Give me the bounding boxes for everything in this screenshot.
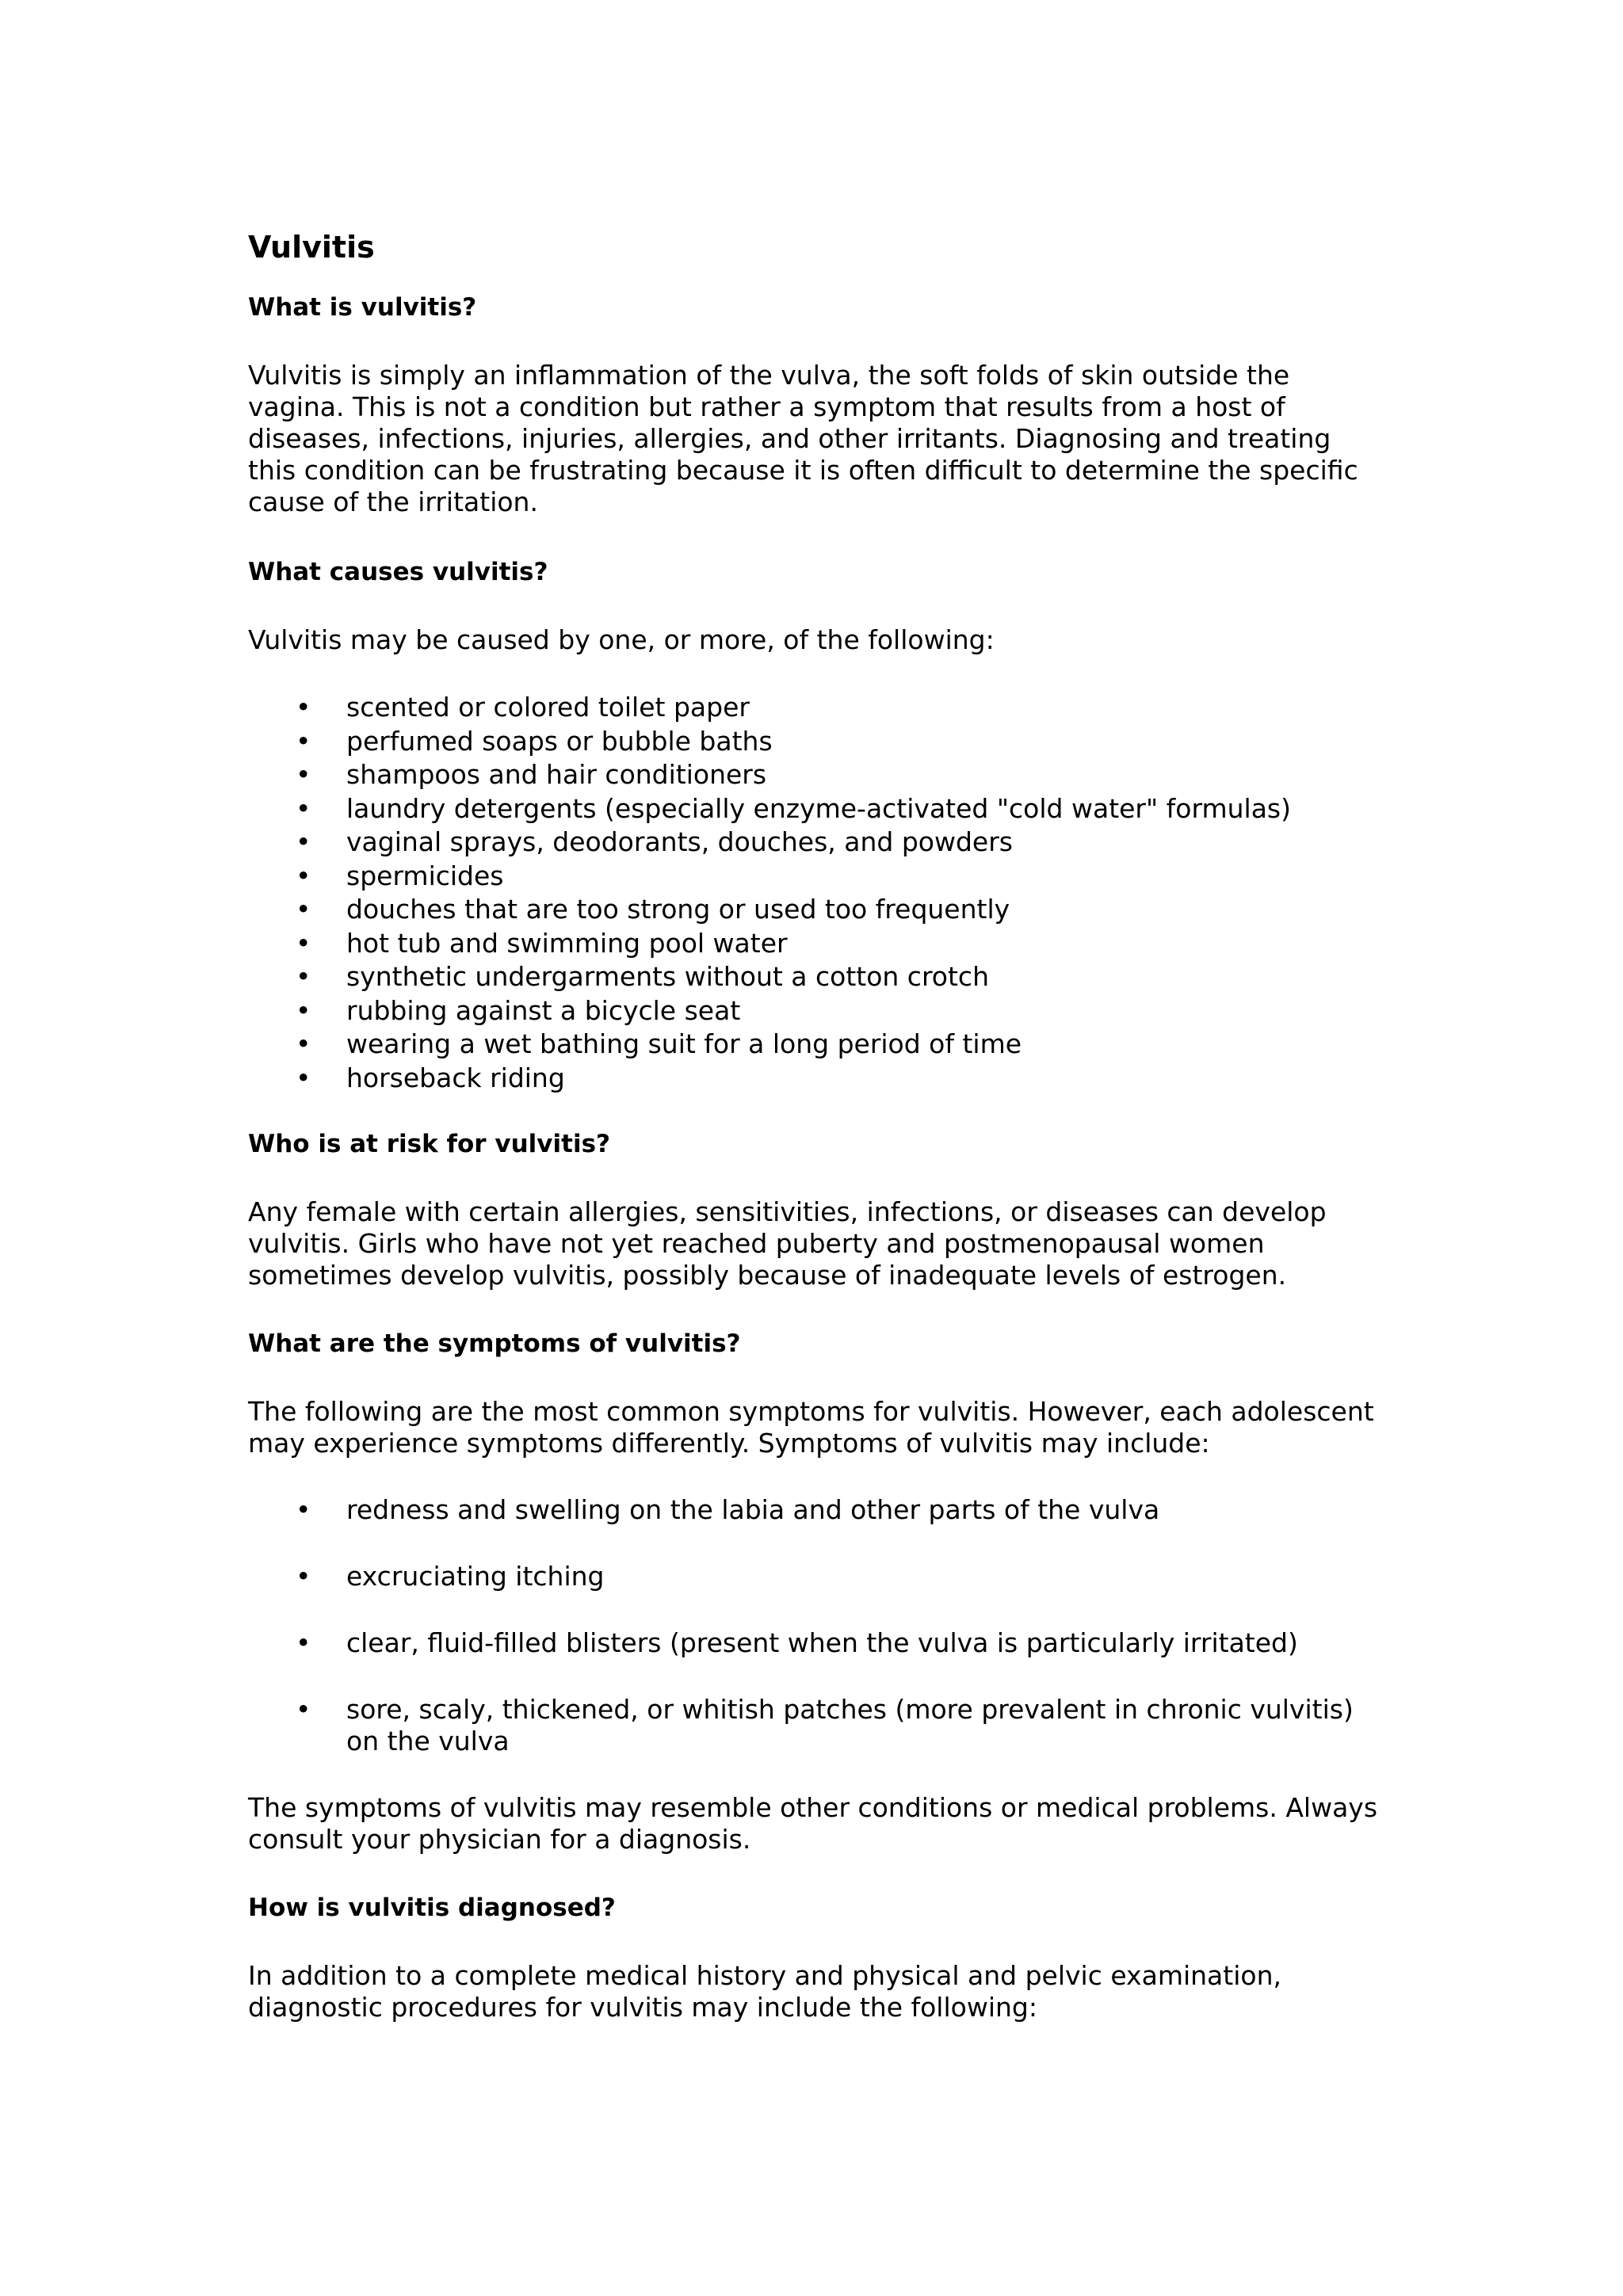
- bullet-icon: •: [296, 1561, 311, 1592]
- bullet-icon: •: [296, 894, 311, 925]
- list-item-text: hot tub and swimming pool water: [346, 927, 788, 959]
- text-line: Vulvitis is simply an inflammation of the vulva, the soft folds of skin outside the: [248, 360, 1290, 391]
- list-item-text: shampoos and hair conditioners: [346, 759, 767, 790]
- bullet-icon: •: [296, 826, 311, 857]
- list-item: [248, 826, 1397, 860]
- list-item-text: excruciating itching: [346, 1561, 605, 1592]
- bullet-icon: •: [296, 1494, 311, 1525]
- list-item-text: on the vulva: [346, 1726, 510, 1756]
- list-item: [248, 994, 1397, 1028]
- list-item-text: redness and swelling on the labia and other parts of the vulva: [346, 1494, 1160, 1525]
- list-item: [248, 792, 1397, 826]
- paragraph-what-is-vulvitis: [248, 360, 1397, 518]
- heading-what-causes-vulvitis: What causes vulvitis?: [248, 558, 548, 586]
- text-line: vulvitis. Girls who have not yet reached puberty and postmenopausal women: [248, 1228, 1265, 1259]
- list-item: [248, 927, 1397, 961]
- bullet-icon: •: [296, 725, 311, 757]
- list-item-text: scented or colored toilet paper: [346, 692, 750, 723]
- list-item-text: synthetic undergarments without a cotton crotch: [346, 961, 989, 992]
- list-item: [248, 725, 1397, 759]
- list-item: [248, 1694, 1397, 1757]
- list-item-text: sore, scaly, thickened, or whitish patches (more prevalent in chronic vulvitis): [346, 1694, 1354, 1725]
- paragraph-who-is-at-risk: [248, 1196, 1397, 1291]
- bullet-icon: •: [296, 1627, 311, 1658]
- text-line: may experience symptoms differently. Symptoms of vulvitis may include:: [248, 1428, 1210, 1459]
- bullet-icon: •: [296, 1062, 311, 1093]
- bullet-icon: •: [296, 692, 311, 723]
- paragraph-symptoms-outro: [248, 1792, 1397, 1855]
- heading-who-is-at-risk: Who is at risk for vulvitis?: [248, 1130, 611, 1158]
- text-line: The symptoms of vulvitis may resemble other conditions or medical problems. Always: [248, 1792, 1378, 1823]
- list-item: [248, 1627, 1397, 1659]
- list-item-text: spermicides: [346, 860, 504, 891]
- paragraph-symptoms-intro: [248, 1396, 1397, 1459]
- causes-list: [248, 691, 1397, 1095]
- list-item-text: rubbing against a bicycle seat: [346, 994, 741, 1026]
- bullet-icon: •: [296, 860, 311, 891]
- text-line: diagnostic procedures for vulvitis may include the following:: [248, 1992, 1037, 2023]
- list-item: [248, 758, 1397, 792]
- list-item-text: douches that are too strong or used too frequently: [346, 894, 1010, 925]
- heading-what-is-vulvitis: What is vulvitis?: [248, 293, 477, 322]
- list-item-text: clear, fluid-filled blisters (present when the vulva is particularly irritated): [346, 1627, 1298, 1658]
- bullet-icon: •: [296, 759, 311, 790]
- text-line: vagina. This is not a condition but rather a symptom that results from a host of: [248, 391, 1285, 422]
- text-line: diseases, infections, injuries, allergies, and other irritants. Diagnosing and treating: [248, 423, 1331, 454]
- text-line: Any female with certain allergies, sensitivities, infections, or diseases can develop: [248, 1196, 1327, 1227]
- paragraph-diagnosis: [248, 1960, 1397, 2023]
- text-line: In addition to a complete medical history and physical and pelvic examination,: [248, 1960, 1281, 1991]
- document-page: [248, 222, 1397, 2023]
- symptoms-list: [248, 1494, 1397, 1757]
- list-item-text: laundry detergents (especially enzyme-activated "cold water" formulas): [346, 792, 1291, 824]
- document-title: Vulvitis: [248, 230, 375, 265]
- text-line: this condition can be frustrating because it is often difficult to determine the specific: [248, 455, 1358, 486]
- list-item-text: perfumed soaps or bubble baths: [346, 725, 773, 757]
- text-line: consult your physician for a diagnosis.: [248, 1824, 751, 1855]
- list-item-text: vaginal sprays, deodorants, douches, and powders: [346, 826, 1013, 857]
- list-item: [248, 1561, 1397, 1592]
- bullet-icon: •: [296, 927, 311, 959]
- text-line: The following are the most common symptoms for vulvitis. However, each adolescent: [248, 1396, 1374, 1427]
- text-line: sometimes develop vulvitis, possibly because of inadequate levels of estrogen.: [248, 1260, 1287, 1291]
- bullet-icon: •: [296, 792, 311, 824]
- list-item: [248, 960, 1397, 994]
- list-item-text: wearing a wet bathing suit for a long period of time: [346, 1028, 1022, 1059]
- paragraph-causes-intro: Vulvitis may be caused by one, or more, of the following:: [248, 624, 995, 655]
- bullet-icon: •: [296, 1694, 311, 1725]
- heading-diagnosis: How is vulvitis diagnosed?: [248, 1894, 616, 1922]
- bullet-icon: •: [296, 994, 311, 1026]
- list-item: [248, 893, 1397, 927]
- list-item: [248, 1494, 1397, 1526]
- bullet-icon: •: [296, 961, 311, 992]
- list-item: [248, 1028, 1397, 1062]
- bullet-icon: •: [296, 1028, 311, 1059]
- list-item-text: horseback riding: [346, 1062, 565, 1093]
- list-item: [248, 860, 1397, 894]
- list-item: [248, 1062, 1397, 1096]
- list-item: [248, 691, 1397, 725]
- text-line: cause of the irritation.: [248, 486, 538, 517]
- heading-symptoms: What are the symptoms of vulvitis?: [248, 1329, 741, 1358]
